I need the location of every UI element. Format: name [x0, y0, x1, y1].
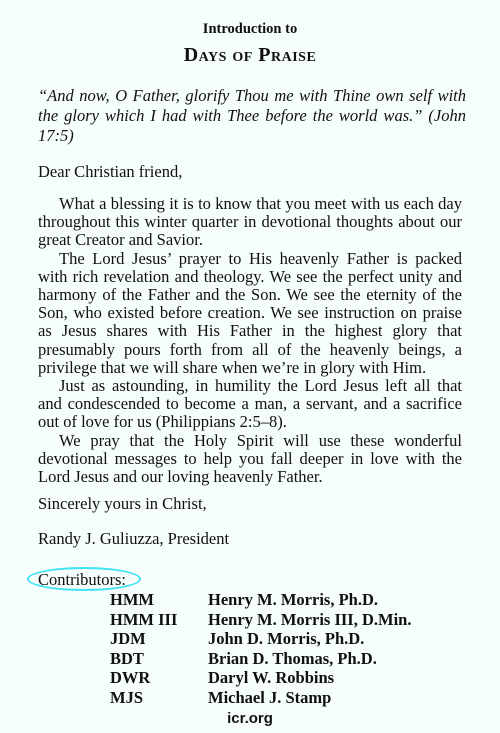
letter-paragraph: We pray that the Holy Spirit will use these wonderful devotional messages to help you fall deeper in love with the Lord Jesus and our loving heavenly Father.	[38, 430, 462, 487]
letter-paragraph: What a blessing it is to know that you meet with us each day throughout this winter quarter in devotional thoughts about our great Creator and Savior.	[38, 194, 462, 250]
scripture-epigraph: “And now, O Father, glorify Thou me with Thine own self with the glory which I had with Thee before the world was.” (John 17:5)	[38, 86, 466, 145]
contributor-name: Daryl W. Robbins	[208, 668, 335, 688]
contributor-name: Michael J. Stamp	[208, 687, 332, 707]
contributor-initials: HMM III	[110, 609, 178, 629]
intro-kicker: Introduction to	[202, 21, 298, 37]
contributor-name: Henry M. Morris III, D.Min.	[208, 609, 412, 629]
contributor-initials: BDT	[110, 648, 144, 668]
contributor-initials: DWR	[110, 668, 151, 688]
contributor-initials: JDM	[110, 629, 146, 649]
letter-paragraph: Just as astounding, in humility the Lord Jesus left all that and condescended to become a man, a servant, and a sacrifice out of love for us (Philippians 2:5–8).	[38, 376, 462, 432]
contributor-name: Henry M. Morris, Ph.D.	[208, 590, 379, 609]
contributor-row	[110, 649, 470, 669]
page-title: Days of Praise	[183, 44, 317, 66]
letter-body	[38, 195, 462, 486]
letter-signature: Randy J. Guliuzza, President	[38, 529, 230, 548]
contributor-initials: MJS	[110, 687, 143, 707]
letter-paragraph: The Lord Jesus’ prayer to His heavenly Father is packed with rich revelation and theology. We see the perfect unity and harmony of the Father and the Son. We see the eternity of the Son, who existed before creation. We see instruction on praise as Jesus shares with His Father in the highest glory that presumably pours forth from all of the heavenly beings, a privilege that we will share when we’re in glory with Him.	[38, 248, 462, 377]
contributor-name: John D. Morris, Ph.D.	[208, 629, 365, 649]
contributor-row	[110, 668, 470, 688]
letter-salutation: Dear Christian friend,	[38, 162, 183, 181]
contributors-list	[110, 590, 470, 708]
contributor-row	[110, 688, 470, 708]
letter-closing: Sincerely yours in Christ,	[38, 494, 207, 513]
contributor-row	[110, 590, 470, 610]
contributor-name: Brian D. Thomas, Ph.D.	[208, 648, 377, 668]
contributor-initials: HMM	[110, 590, 154, 609]
contributor-row	[110, 629, 470, 649]
footer-site-link[interactable]: icr.org	[227, 710, 273, 727]
contributor-row	[110, 610, 470, 630]
contributors-label: Contributors:	[38, 570, 127, 589]
